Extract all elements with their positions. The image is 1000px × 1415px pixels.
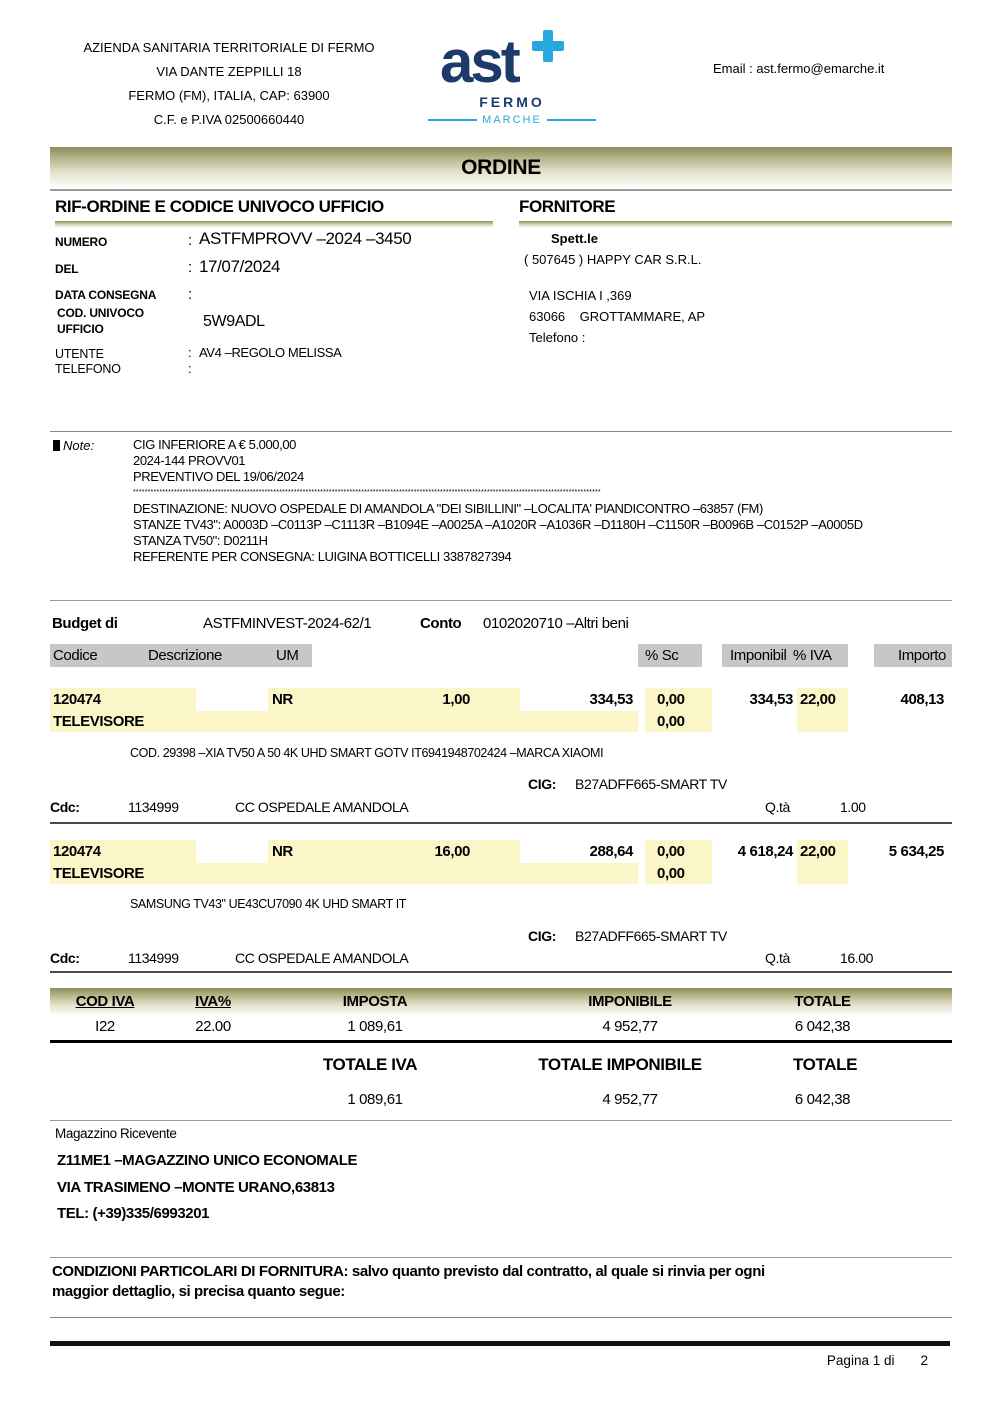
field-colon: : [188,286,193,303]
item-descrizione: TELEVISORE [50,863,638,884]
field-colon: : [188,361,192,376]
cdc-code: 1134999 [128,950,179,966]
organization-city: FERMO (FM), ITALIA, CAP: 63900 [128,88,330,103]
supplier-street: VIA ISCHIA I ,369 [529,288,632,303]
page-number-value: 2 [920,1353,928,1368]
column-header-imponibile: Imponibil [730,647,787,664]
cig-value: B27ADFF665-SMART TV [575,776,727,792]
item-iva-empty-chip [797,863,848,884]
table-header-imp-iva-chip [722,644,848,667]
iva-header-imposta: IMPOSTA [342,993,408,1010]
budget-label: Budget di [52,615,118,632]
divider [50,431,952,432]
note-separator-stars: **************************************************************************************************************************************************************** [133,489,601,496]
field-label-cod-univoco: COD. UNIVOCO UFFICIO [57,306,144,336]
divider [50,1317,952,1318]
cdc-name: CC OSPEDALE AMANDOLA [235,799,409,815]
item-sconto: 0,00 [645,840,712,863]
iva-row-imposta: 1 089,61 [347,1018,403,1035]
total-iva-label: TOTALE IVA [322,1055,418,1074]
divider [50,1120,952,1121]
note-line-stanze: STANZE TV43": A0003D –C0113P –C1113R –B1094E –A0025A –A1020R –A1036R –D1180H –C1150R –B0096B –C0152P –A0005D [133,517,863,532]
ast-logo-wordmark: ast [440,28,518,95]
column-header-iva: % IVA [793,647,832,664]
item-detail: SAMSUNG TV43" UE43CU7090 4K UHD SMART IT [130,897,407,911]
logo-sub-label: MARCHE [482,114,542,126]
conditions-line2: maggior dettaglio, si precisa quanto segue: [52,1283,345,1300]
supplier-heading-underline [519,221,952,228]
note-line-stanza: STANZA TV50": D0211H [133,533,268,548]
cdc-label: Cdc: [50,950,80,966]
iva-row-cod: I22 [95,1018,115,1035]
cdc-label: Cdc: [50,799,80,815]
iva-row-perc: 22.00 [195,1018,231,1035]
iva-header-totale: TOTALE [794,993,851,1010]
field-label-numero: NUMERO [55,235,108,249]
field-label-telefono: TELEFONO [55,362,121,376]
warehouse-phone: TEL: (+39)335/6993201 [57,1205,210,1222]
item-importo: 408,13 [900,691,944,708]
logo-sub-row [428,114,596,126]
iva-table-row [50,1016,952,1038]
divider [50,1257,952,1258]
column-header-codice: Codice [53,647,98,664]
field-value-utente: AV4 –REGOLO MELISSA [199,345,342,360]
cdc-name: CC OSPEDALE AMANDOLA [235,950,409,966]
title-bar [50,147,952,187]
page-title: ORDINE [461,156,541,179]
qta-label: Q.tà [765,799,790,815]
field-value-del: 17/07/2024 [199,257,281,276]
warehouse-title: Magazzino Ricevente [55,1126,177,1141]
conditions-line1: CONDIZIONI PARTICOLARI DI FORNITURA: salvo quanto previsto dal contratto, al quale si rinvia per ogni [52,1263,765,1280]
iva-header-cod: COD IVA [75,993,135,1010]
item-descrizione: TELEVISORE [50,711,638,732]
supplier-name: ( 507645 ) HAPPY CAR S.R.L. [524,252,702,267]
iva-row-totale: 6 042,38 [794,1018,851,1035]
note-line: CIG INFERIORE A € 5.000,00 [133,437,297,452]
column-header-importo: Importo [874,644,952,667]
iva-table-header-bar [50,988,952,1015]
conto-value: 0102020710 –Altri beni [483,615,629,632]
footer-rule [50,1341,950,1346]
total-imponibile-label: TOTALE IMPONIBILE [538,1055,702,1074]
divider [50,971,952,973]
divider [50,822,952,824]
item-detail: COD. 29398 –XIA TV50 A 50 4K UHD SMART GOTV IT6941948702424 –MARCA XIAOMI [130,746,604,760]
iva-row-imponibile: 4 952,77 [602,1018,658,1035]
item-imponibile: 334,53 [749,691,793,708]
budget-value: ASTFMINVEST-2024-62/1 [203,615,372,632]
cig-label: CIG: [528,776,556,792]
note-bullet-square-icon [53,440,60,451]
item-codice: 120474 [50,688,196,711]
supplier-phone-label: Telefono : [529,330,586,345]
column-header-um: UM [276,647,299,664]
total-label: TOTALE [792,1055,858,1074]
field-colon: : [188,259,193,276]
item-quantita: 1,00 [346,688,520,711]
plus-icon [532,30,564,62]
qta-label: Q.tà [765,950,790,966]
item-sconto2: 0,00 [645,863,712,884]
note-line: 2024-144 PROVV01 [133,453,246,468]
item-prezzo: 334,53 [589,691,633,708]
item-iva-empty-chip [797,711,848,732]
item-imponibile: 4 618,24 [737,843,793,860]
total-value: 6 042,38 [794,1091,851,1108]
item-iva: 22,00 [797,688,848,711]
item-sconto: 0,00 [645,688,712,711]
page-number [650,1353,928,1368]
field-colon: : [188,232,193,249]
total-iva-value: 1 089,61 [347,1091,403,1108]
qta-value: 1.00 [840,799,866,815]
note-line-destinazione: DESTINAZIONE: NUOVO OSPEDALE DI AMANDOLA "DEI SIBILLINI" –LOCALITA' PIANDICONTRO –63857 (FM) [133,501,763,516]
organization-block [70,36,388,132]
column-header-descrizione: Descrizione [148,647,222,664]
cig-label: CIG: [528,928,556,944]
note-line: PREVENTIVO DEL 19/06/2024 [133,469,304,484]
logo-line-left [428,119,477,121]
note-label: Note: [63,438,95,453]
item-codice: 120474 [50,840,196,863]
supplier-city: 63066 GROTTAMMARE, AP [529,309,706,324]
cdc-code: 1134999 [128,799,179,815]
divider [50,189,952,191]
plus-icon-vbar [543,30,553,62]
divider [50,600,952,601]
iva-header-perc: IVA% [195,993,231,1010]
warehouse-address: VIA TRASIMENO –MONTE URANO,63813 [57,1179,335,1196]
iva-header-imponibile: IMPONIBILE [588,993,672,1010]
item-quantita: 16,00 [346,840,520,863]
item-um: NR [268,840,346,863]
note-line-referente: REFERENTE PER CONSEGNA: LUIGINA BOTTICELLI 3387827394 [133,549,512,564]
field-label-data-consegna: DATA CONSEGNA [55,288,157,302]
item-prezzo: 288,64 [589,843,633,860]
email-label: Email : ast.fermo@emarche.it [713,61,885,76]
logo-line-right [547,119,596,121]
organization-vat: C.F. e P.IVA 02500660440 [153,112,305,127]
organization-street: VIA DANTE ZEPPILLI 18 [156,64,302,79]
field-value-cod-univoco: 5W9ADL [203,313,265,330]
supplier-salutation: Spett.le [551,231,598,246]
column-header-sc: % Sc [638,644,702,667]
field-value-numero: ASTFMPROVV –2024 –3450 [199,229,412,248]
page-number-label: Pagina 1 di [826,1353,895,1368]
item-sconto2: 0,00 [645,711,712,732]
organization-name: AZIENDA SANITARIA TERRITORIALE DI FERMO [83,40,375,55]
supplier-section-heading: FORNITORE [519,197,616,216]
order-section-heading: RIF-ORDINE E CODICE UNIVOCO UFFICIO [55,197,384,216]
field-label-utente: UTENTE [55,347,104,361]
item-importo: 5 634,25 [888,843,944,860]
order-heading-underline [55,221,493,228]
field-label-del: DEL [55,262,79,276]
table-header-left-chip [50,644,312,667]
warehouse-code-name: Z11ME1 –MAGAZZINO UNICO ECONOMALE [57,1152,358,1169]
logo-region-label: FERMO [479,94,545,110]
cig-value: B27ADFF665-SMART TV [575,928,727,944]
field-colon: : [188,345,192,360]
item-um: NR [268,688,346,711]
qta-value: 16.00 [840,950,874,966]
divider [50,1040,952,1043]
item-iva: 22,00 [797,840,848,863]
conto-label: Conto [420,615,462,632]
total-imponibile-value: 4 952,77 [602,1091,658,1108]
